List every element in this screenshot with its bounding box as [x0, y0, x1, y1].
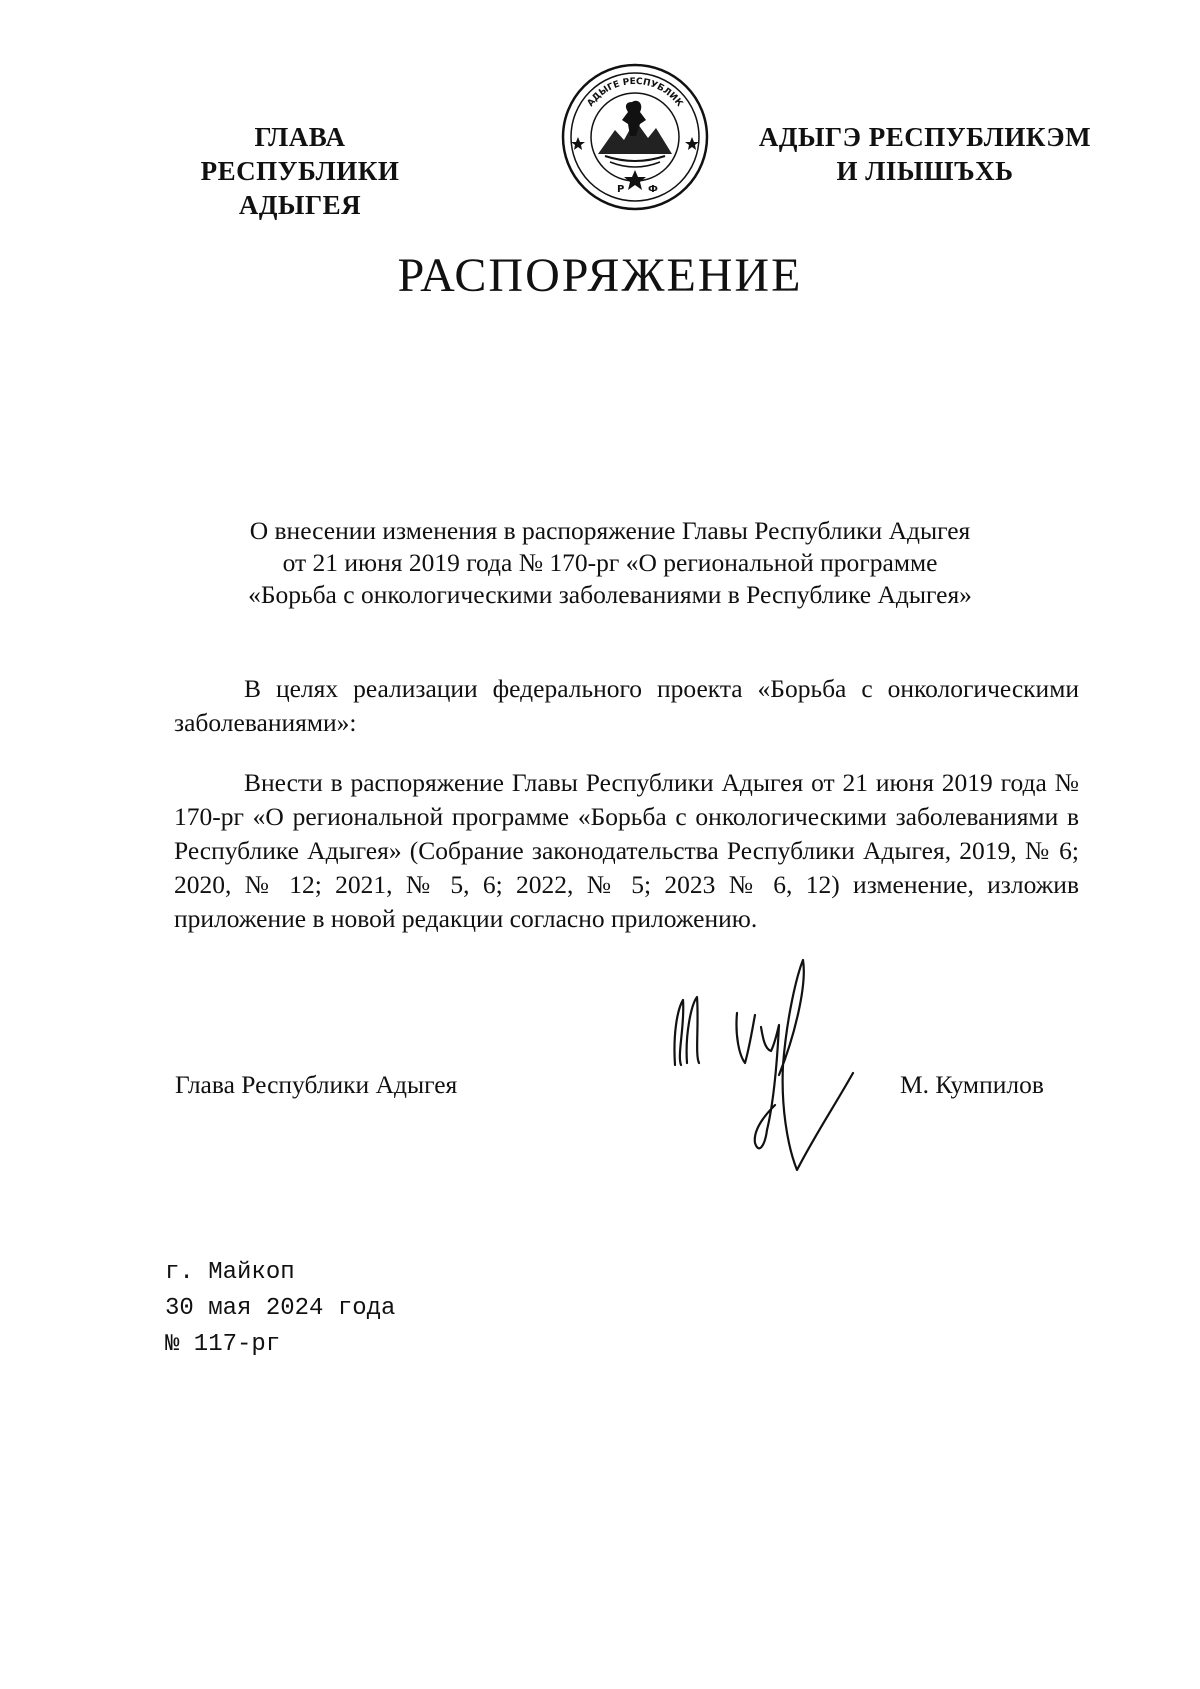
subject-line-2: от 21 июня 2019 года № 170-рг «О региональной программе [282, 548, 938, 577]
issuer-adyghe-line-2: И ЛІЫШЪХЬ [836, 156, 1014, 186]
issuer-line-2: РЕСПУБЛИКИ АДЫГЕЯ [200, 156, 400, 220]
handwritten-signature-icon [655, 955, 885, 1205]
coat-of-arms-seal-icon [560, 62, 710, 212]
emblem-ring-text: АДЫГЕ РЕСПУБЛИК [585, 76, 685, 109]
issuer-line-1: ГЛАВА [254, 122, 346, 152]
document-number: № 117-рг [165, 1331, 281, 1358]
subject-line-1: О внесении изменения в распоряжение Главы Республики Адыгея [249, 516, 971, 545]
signatory-position: Глава Республики Адыгея [175, 1070, 458, 1099]
document-title: РАСПОРЯЖЕНИЕ [397, 249, 803, 302]
subject-line-3: «Борьба с онкологическими заболеваниями в Республике Адыгея» [248, 580, 972, 609]
svg-text:Р: Р [617, 184, 625, 195]
issue-place: г. Майкоп [165, 1259, 295, 1286]
issuer-title-russian [150, 120, 450, 222]
issue-date: 30 мая 2024 года [165, 1295, 396, 1322]
signatory-name: М. Кумпилов [900, 1070, 1044, 1099]
svg-text:Ф: Ф [648, 184, 658, 195]
operative-paragraph: Внести в распоряжение Главы Республики Адыгея от 21 июня 2019 года № 170-рг «О региональной программе «Борьба с онкологическими заболеваниями в Республике Адыгея» (Собрание законодательства Республики Адыгея, 2019, № 6; 2020, № 12; 2021, № 5, 6; 2022, № 5; 2023 № 6, 12) изменение, изложив приложение в новой редакции согласно приложению. [174, 768, 1079, 933]
document-subject [150, 515, 1070, 611]
issuer-title-adyghe [740, 120, 1110, 188]
issuer-adyghe-line-1: АДЫГЭ РЕСПУБЛИКЭМ [758, 122, 1092, 152]
document-registration-block [165, 1255, 395, 1363]
preamble-paragraph: В целях реализации федерального проекта «Борьба с онкологическими заболеваниями»: [174, 674, 1079, 737]
